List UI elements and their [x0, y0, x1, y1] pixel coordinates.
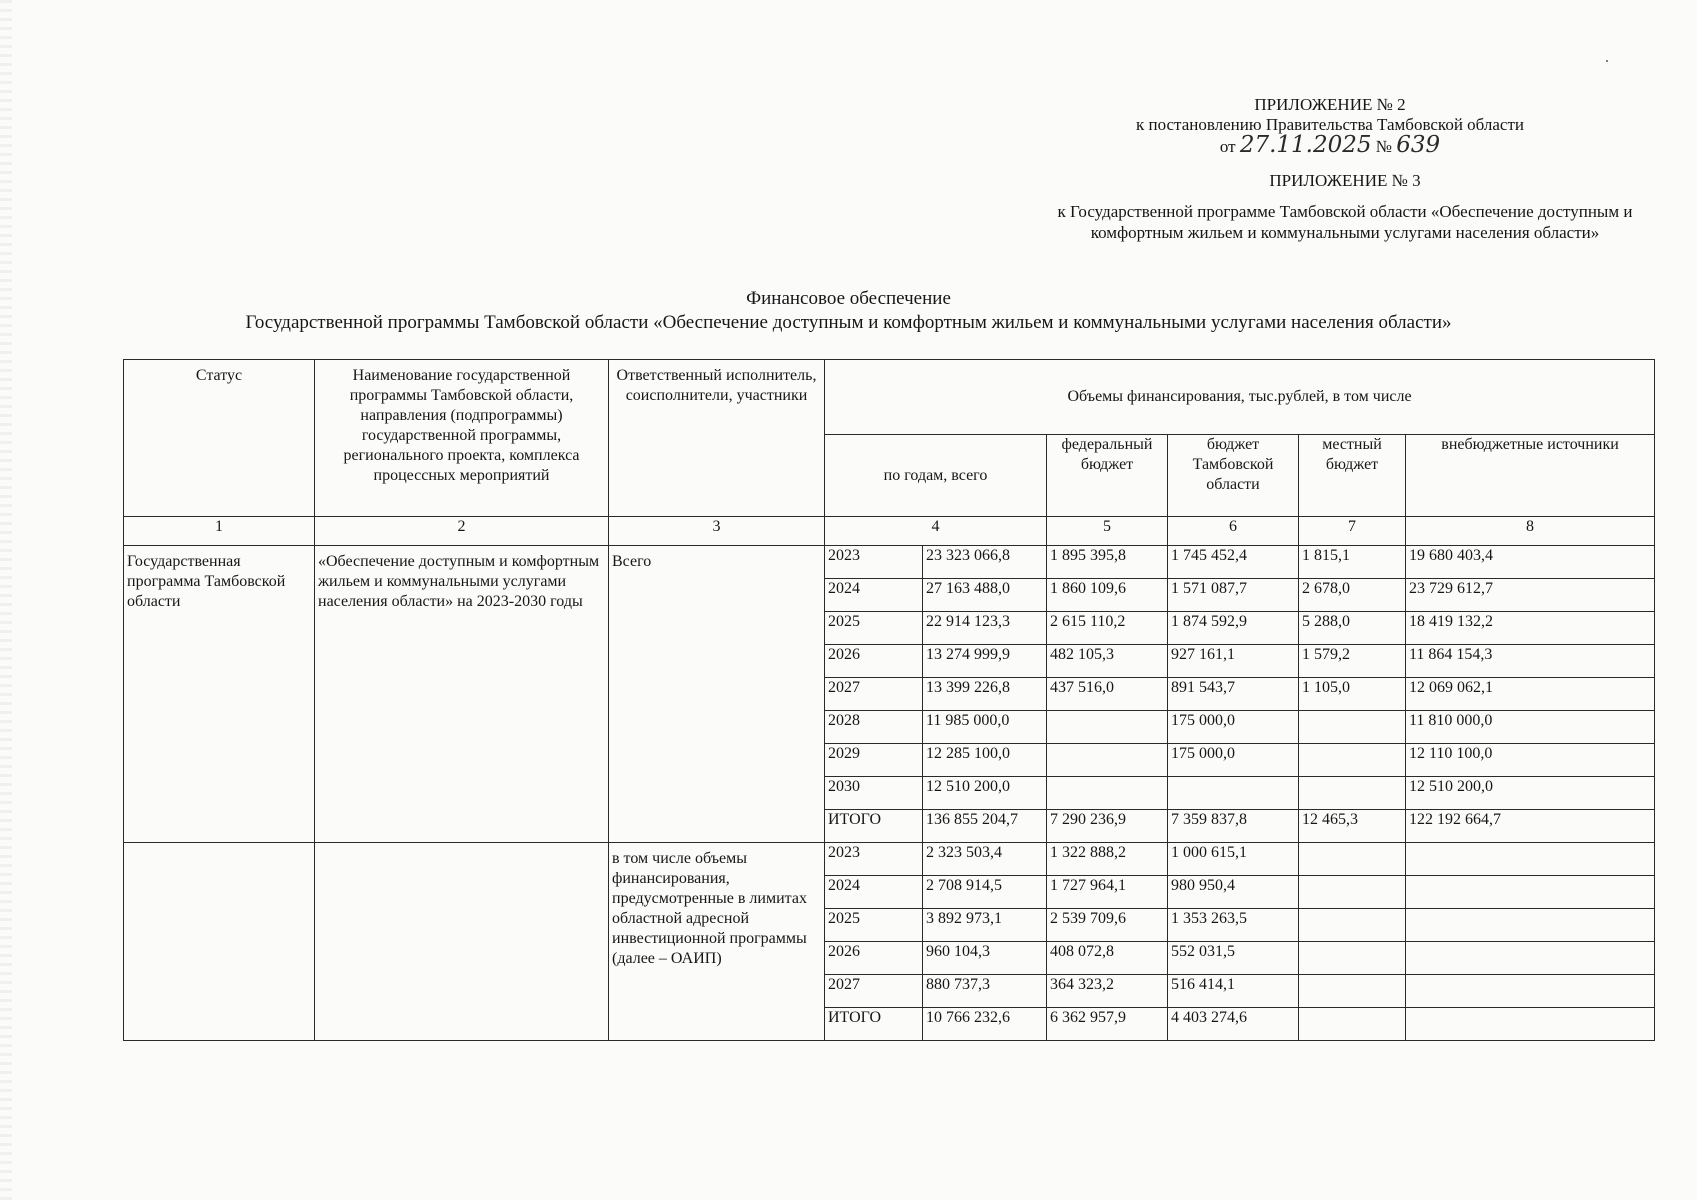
cell-local: 1 105,0 [1299, 678, 1406, 711]
cell-total: 10 766 232,6 [923, 1008, 1047, 1041]
cell-federal [1047, 744, 1168, 777]
cell-total: 11 985 000,0 [923, 711, 1047, 744]
cell-total: 12 510 200,0 [923, 777, 1047, 810]
cell-federal: 1 895 395,8 [1047, 546, 1168, 579]
row-executor-cell: Всего [609, 546, 825, 843]
cell-extra [1406, 876, 1655, 909]
cell-year: ИТОГО [825, 810, 923, 843]
cell-year: 2026 [825, 645, 923, 678]
cell-federal: 1 322 888,2 [1047, 843, 1168, 876]
cell-total: 136 855 204,7 [923, 810, 1047, 843]
column-number: 6 [1168, 517, 1299, 546]
cell-year: 2023 [825, 546, 923, 579]
document-title [0, 287, 1697, 335]
column-number: 5 [1047, 517, 1168, 546]
cell-local [1299, 843, 1406, 876]
appendix-2-title: ПРИЛОЖЕНИЕ № 2 [1254, 95, 1406, 114]
header-local: местный бюджет [1299, 435, 1406, 517]
header-status: Статус [124, 360, 315, 517]
handwritten-date: 27.11.2025 [1239, 132, 1372, 158]
cell-regional: 4 403 274,6 [1168, 1008, 1299, 1041]
cell-regional: 1 571 087,7 [1168, 579, 1299, 612]
cell-federal: 2 539 709,6 [1047, 909, 1168, 942]
cell-total: 27 163 488,0 [923, 579, 1047, 612]
cell-total: 22 914 123,3 [923, 612, 1047, 645]
cell-local: 5 288,0 [1299, 612, 1406, 645]
cell-extra: 23 729 612,7 [1406, 579, 1655, 612]
document-header [0, 0, 1697, 360]
header-row-1 [124, 360, 1655, 435]
cell-local: 1 579,2 [1299, 645, 1406, 678]
cell-regional: 1 000 615,1 [1168, 843, 1299, 876]
cell-regional: 7 359 837,8 [1168, 810, 1299, 843]
table-row [124, 843, 1655, 876]
column-number: 1 [124, 517, 315, 546]
cell-regional: 1 745 452,4 [1168, 546, 1299, 579]
cell-local: 1 815,1 [1299, 546, 1406, 579]
oaip-block [124, 843, 1655, 1041]
row-status-cell: Государственная программа Тамбовской области [124, 546, 315, 843]
cell-federal: 482 105,3 [1047, 645, 1168, 678]
header-by-years: по годам, всего [825, 435, 1047, 517]
cell-extra: 19 680 403,4 [1406, 546, 1655, 579]
cell-local [1299, 975, 1406, 1008]
row-executor-cell: в том числе объемы финансирования, предусмотренные в лимитах областной адресной инвестиционной программы (далее – ОАИП) [609, 843, 825, 1041]
cell-regional: 1 353 263,5 [1168, 909, 1299, 942]
cell-extra [1406, 975, 1655, 1008]
cell-local [1299, 909, 1406, 942]
cell-extra [1406, 1008, 1655, 1041]
cell-federal: 364 323,2 [1047, 975, 1168, 1008]
cell-local [1299, 942, 1406, 975]
cell-federal: 1 860 109,6 [1047, 579, 1168, 612]
cell-year: 2027 [825, 678, 923, 711]
table-row [124, 546, 1655, 579]
cell-federal: 1 727 964,1 [1047, 876, 1168, 909]
cell-year: 2023 [825, 843, 923, 876]
cell-year: 2030 [825, 777, 923, 810]
cell-total: 960 104,3 [923, 942, 1047, 975]
cell-extra: 11 810 000,0 [1406, 711, 1655, 744]
cell-local: 12 465,3 [1299, 810, 1406, 843]
cell-year: 2025 [825, 909, 923, 942]
cell-total: 3 892 973,1 [923, 909, 1047, 942]
header-extra: внебюджетные источники [1406, 435, 1655, 517]
column-number-row [124, 517, 1655, 546]
cell-extra: 122 192 664,7 [1406, 810, 1655, 843]
cell-total: 880 737,3 [923, 975, 1047, 1008]
cell-extra [1406, 843, 1655, 876]
cell-total: 2 323 503,4 [923, 843, 1047, 876]
row-name-cell [315, 843, 609, 1041]
cell-year: 2029 [825, 744, 923, 777]
cell-total: 13 274 999,9 [923, 645, 1047, 678]
cell-total: 12 285 100,0 [923, 744, 1047, 777]
cell-federal: 6 362 957,9 [1047, 1008, 1168, 1041]
from-label: от [1219, 137, 1236, 156]
header-federal: федеральный бюджет [1047, 435, 1168, 517]
cell-total: 23 323 066,8 [923, 546, 1047, 579]
cell-year: 2027 [825, 975, 923, 1008]
appendix-2-date-line [1100, 132, 1560, 158]
cell-year: 2025 [825, 612, 923, 645]
cell-extra: 18 419 132,2 [1406, 612, 1655, 645]
cell-regional: 891 543,7 [1168, 678, 1299, 711]
column-number: 3 [609, 517, 825, 546]
handwritten-number: 639 [1396, 132, 1441, 158]
cell-local [1299, 876, 1406, 909]
cell-year: 2024 [825, 579, 923, 612]
number-label: № [1375, 137, 1392, 156]
cell-federal: 408 072,8 [1047, 942, 1168, 975]
cell-regional: 1 874 592,9 [1168, 612, 1299, 645]
cell-extra: 11 864 154,3 [1406, 645, 1655, 678]
cell-local: 2 678,0 [1299, 579, 1406, 612]
cell-regional: 552 031,5 [1168, 942, 1299, 975]
cell-regional: 927 161,1 [1168, 645, 1299, 678]
cell-total: 13 399 226,8 [923, 678, 1047, 711]
cell-federal: 7 290 236,9 [1047, 810, 1168, 843]
cell-extra [1406, 909, 1655, 942]
cell-federal [1047, 777, 1168, 810]
cell-regional: 980 950,4 [1168, 876, 1299, 909]
cell-local [1299, 1008, 1406, 1041]
header-name: Наименование государственной программы Тамбовской области, направления (подпрограммы) государственной программы, регионального проекта, комплекса процессных мероприятий [315, 360, 609, 517]
cell-local [1299, 711, 1406, 744]
cell-year: 2028 [825, 711, 923, 744]
cell-year: 2024 [825, 876, 923, 909]
cell-regional: 175 000,0 [1168, 744, 1299, 777]
program-block [124, 546, 1655, 843]
appendix-2-line: к постановлению Правительства Тамбовской области [1135, 115, 1525, 134]
header-regional: бюджет Тамбовской области [1168, 435, 1299, 517]
cell-total: 2 708 914,5 [923, 876, 1047, 909]
document-title-line-1: Финансовое обеспечение [746, 288, 951, 309]
column-number: 8 [1406, 517, 1655, 546]
cell-federal: 437 516,0 [1047, 678, 1168, 711]
header-executor: Ответственный исполнитель, соисполнители, участники [609, 360, 825, 517]
cell-extra [1406, 942, 1655, 975]
cell-local [1299, 744, 1406, 777]
cell-regional: 175 000,0 [1168, 711, 1299, 744]
cell-year: 2026 [825, 942, 923, 975]
row-name-cell: «Обеспечение доступным и комфортным жильем и коммунальными услугами населения области» на 2023-2030 годы [315, 546, 609, 843]
cell-regional [1168, 777, 1299, 810]
header-funding: Объемы финансирования, тыс.рублей, в том числе [825, 360, 1655, 435]
cell-extra: 12 069 062,1 [1406, 678, 1655, 711]
column-number: 4 [825, 517, 1047, 546]
cell-federal: 2 615 110,2 [1047, 612, 1168, 645]
appendix-3-block [1040, 170, 1650, 243]
row-status-cell [124, 843, 315, 1041]
cell-extra: 12 510 200,0 [1406, 777, 1655, 810]
cell-regional: 516 414,1 [1168, 975, 1299, 1008]
cell-federal [1047, 711, 1168, 744]
cell-year: ИТОГО [825, 1008, 923, 1041]
cell-local [1299, 777, 1406, 810]
appendix-3-text: к Государственной программе Тамбовской области «Обеспечение доступным и комфортным жильем и коммунальными услугами населения области» [1057, 202, 1633, 242]
appendix-3-title: ПРИЛОЖЕНИЕ № 3 [1269, 171, 1421, 190]
column-number: 7 [1299, 517, 1406, 546]
appendix-2-block [1100, 95, 1560, 157]
financing-table [123, 359, 1655, 1041]
document-title-line-2: Государственной программы Тамбовской области «Обеспечение доступным и комфортным жильем и коммунальными услугами населения области» [245, 312, 1452, 333]
cell-extra: 12 110 100,0 [1406, 744, 1655, 777]
column-number: 2 [315, 517, 609, 546]
